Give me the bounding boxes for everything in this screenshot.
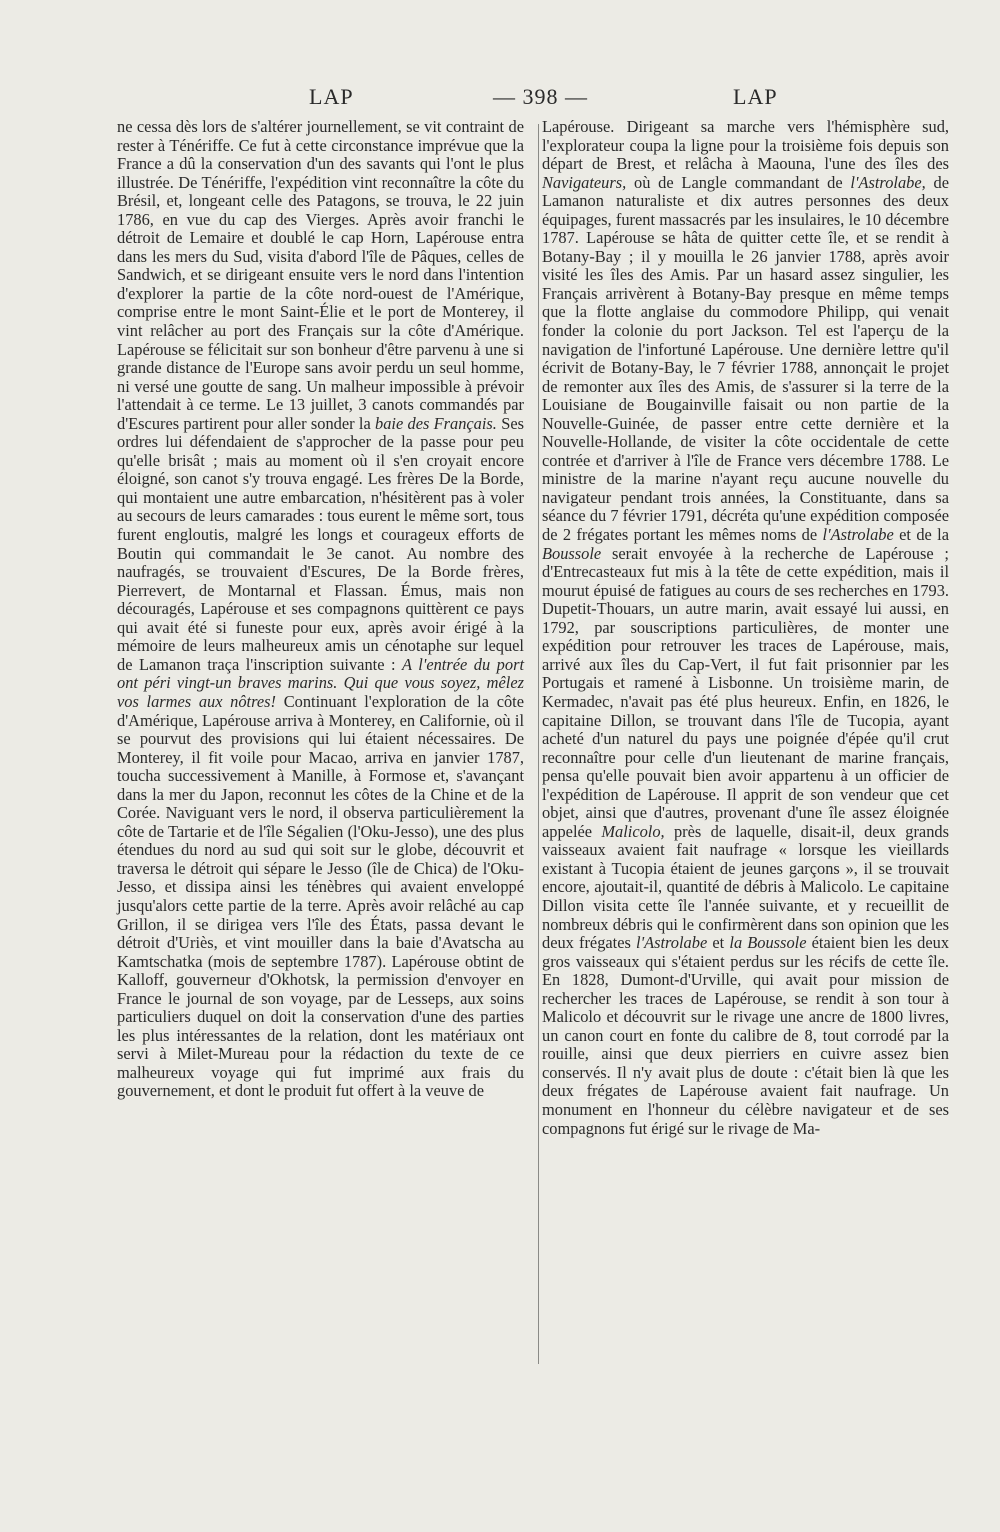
right-text-8: étaient bien les deux gros vaisseaux qui s'étaient perdus sur les récifs de cette île. En 1828, Dumont-d'Urville, qui avait pour mission de rechercher les traces de Lapérouse, se rendit à son tour à Malicolo et découvrit sur le rivage une ancre de 1800 livres, un canon court en fonte du calibre de 8, tout corrodé par la rouille, ainsi que deux pierriers en cuivre assez bien conservés. Il n'y avait plus de doute : c'était bien là que les deux frégates de Lapérouse avaient fait naufrage. Un monument en l'honneur du célèbre navigateur et de ses compagnons fut érigé sur le rivage de Ma- [542, 933, 950, 1138]
left-paragraph [117, 118, 524, 1101]
right-italic-4: Boussole [542, 543, 602, 563]
left-text-1: ne cessa dès lors de s'altérer journellement, se vit contraint de rester à Ténériffe. Ce fut à cette circonstance imprévue que la France a dû la conservation d'un des savants qui l'ont le plus illustrée. De Ténériffe, l'expédition vint reconnaître la côte du Brésil, et, longeant celle des Patagons, se trouva, le 22 juin 1786, en vue du cap des Vierges. Après avoir franchi le détroit de Lemaire et doublé le cap Horn, Lapérouse entra dans les mers du Sud, visita d'abord l'île de Pâques, celles de Sandwich, et se dirigeant ensuite vers le nord dans l'intention d'explorer la partie de la côte nord-ouest de l'Amérique, comprise entre le mont Saint-Élie et le port de Monterey, il vint relâcher au port des Français sur la côte d'Amérique. Lapérouse se félicitait sur son bonheur d'être parvenu à une si grande distance de l'Europe sans avoir perdu un seul homme, ni versé une goutte de sang. Un malheur impossible à prévoir l'attendait à ce terme. Le 13 juillet, 3 canots commandés par d'Escures partirent pour aller sonder la [117, 117, 524, 433]
right-italic-7: la Boussole [729, 933, 807, 953]
column-divider [538, 124, 539, 1364]
left-italic-baie: baie des Français. [375, 413, 497, 433]
left-text-3: Continuant l'exploration de la côte d'Amérique, Lapérouse arriva à Monterey, en Californie, où il se pourvut des provisions qui lui étaient nécessaires. De Monterey, il fit voile pour Macao, arriva en janvier 1787, toucha successivement à Manille, à Formose et, s'avançant dans la mer du Japon, reconnut les côtes de la Chine et de la Corée. Naviguant vers le nord, il observa particulièrement la côte de Tartarie et de l'île Ségalien (l'Oku-Jesso), une des plus étendues du nord au sud qui soit sur le globe, découvrit et traversa le détroit qui sépare le Jesso (île de Chica) de l'Oku-Jesso, et dissipa ainsi les ténèbres qui avaient enveloppé jusqu'alors cette partie de la terre. Après avoir relâché au cap Grillon, il se dirigea vers l'île des États, passa devant le détroit d'Uriès, et vint mouiller dans la baie d'Avatscha au Kamtschatka (mois de septembre 1787). Lapérouse obtint de Kalloff, gouverneur d'Okhotsk, la permission d'envoyer en France le journal de son voyage, par de Lesseps, aux soins particuliers duquel on doit la conservation d'une des parties les plus intéressantes de la relation, dont les matériaux ont servi à Milet-Mureau pour la rédaction du texte de ce malheureux voyage qui fut imprimé aux frais du gouvernement, et dont le produit fut offert à la veuve de [117, 691, 524, 1101]
left-text-2: Ses ordres lui défendaient de s'approcher de la passe pour peu qu'elle brisât ; mais au moment où il s'en croyait encore éloigné, son canot s'y trouva engagé. Les frères De la Borde, qui montaient une autre embarcation, n'hésitèrent pas à voler au secours de leurs camarades : tous eurent le même sort, tous furent engloutis, malgré les longs et courageux efforts de Boutin qui commandait le 3e canot. Au nombre des naufragés, se trouvaient d'Escures, De la Borde frères, Pierrevert, de Montarnal et Flassan. Émus, mais non découragés, Lapérouse et ses compagnons quittèrent ce pays qui avait été si funeste pour eux, après avoir érigé à la mémoire de leurs malheureux amis un cénotaphe sur lequel de Lamanon traça l'inscription suivante : [117, 413, 524, 674]
right-text-1: Lapérouse. Dirigeant sa marche vers l'hémisphère sud, l'explorateur coupa la ligne pour la troisième fois depuis son départ de Brest, et relâcha à Maouna, l'une des îles des [542, 117, 949, 174]
right-italic-5: Malicolo, [601, 821, 665, 841]
right-text-7: et [712, 933, 725, 953]
right-paragraph [542, 118, 949, 1138]
header-right-word: LAP [733, 84, 778, 109]
running-header [0, 84, 1000, 114]
right-text-6: près de laquelle, disait-il, deux grands vaisseaux avaient fait naufrage « lorsque les vieillards existant à Tucopia étaient de jeunes garçons », il se trouvait encore, ajoutait-il, quantité de débris à Malicolo. Le capitaine Dillon visita cette île l'année suivante, et y recueillit de nombreux débris qui le confirmèrent dans son opinion que les deux frégates [542, 821, 949, 953]
left-column [117, 118, 524, 1101]
right-italic-3: l'Astrolabe [822, 525, 894, 545]
inscription-text: A l'entrée du port ont péri vingt-un braves marins. Qui que vous soyez, mêlez vos larmes aux nôtres! [117, 654, 525, 711]
right-text-4: et de la [899, 525, 949, 545]
right-italic-2: l'Astrolabe, [850, 172, 926, 192]
right-text-5: serait envoyée à la recherche de Lapérouse ; d'Entrecasteaux fut mis à la tête de cette expédition, mais il mourut épuisé de fatigues au cours de ses recherches en 1793. Dupetit-Thouars, un autre marin, avait essayé lui aussi, en 1792, par souscriptions particulières, de monter une expédition pour retrouver les traces de Lapérouse, mais, arrivé aux îles du Cap-Vert, il fut fait prisonnier par les Portugais et ramené à Lisbonne. Un troisième marin, de Kermadec, n'avait pas été plus heureux. Enfin, en 1826, le capitaine Dillon, se trouvant dans l'île de Tucopia, ayant acheté d'un naturel du pays une poignée d'épée qu'il crut reconnaître pour celle d'un lieutenant de marine français, pensa qu'elle pouvait bien avoir appartenu à un officier de l'expédition de Lapérouse. Il apprit de son vendeur que cet objet, ainsi que d'autres, provenant d'une île assez éloignée appelée [542, 543, 949, 841]
right-italic-1: Navigateurs, [542, 172, 627, 192]
right-italic-6: l'Astrolabe [636, 933, 708, 953]
right-column [542, 118, 949, 1138]
page-number: — 398 — [493, 84, 588, 109]
right-text-3: de Lamanon naturaliste et dix autres personnes des deux équipages, furent massacrés par les insulaires, le 10 décembre 1787. Lapérouse se hâta de quitter cette île, et se rendit à Botany-Bay ; il y mouilla le 26 janvier 1788, après avoir visité les îles des Amis. Par un hasard assez singulier, les Français arrivèrent à Botany-Bay presque en même temps que la flotte anglaise du commodore Philipp, qui venait fonder la colonie du port Jackson. Tel est l'aperçu de la navigation de l'infortuné Lapérouse. Une dernière lettre qu'il écrivit de Botany-Bay, le 7 février 1788, annonçait le projet de remonter aux îles des Amis, de s'assurer si la terre de la Louisiane de Bougainville faisait ou non partie de la Nouvelle-Guinée, de passer entre cette dernière et la Nouvelle-Hollande, de visiter la côte occidentale de cette contrée et d'arriver à l'île de France vers décembre 1788. Le ministre de la marine n'ayant reçu aucune nouvelle du navigateur pendant trois années, la Constituante, dans sa séance du 7 février 1791, décréta qu'une expédition composée de 2 frégates portant les mêmes noms de [542, 172, 949, 545]
header-left-word: LAP [309, 84, 354, 109]
right-text-2: où de Langle commandant de [634, 172, 843, 192]
